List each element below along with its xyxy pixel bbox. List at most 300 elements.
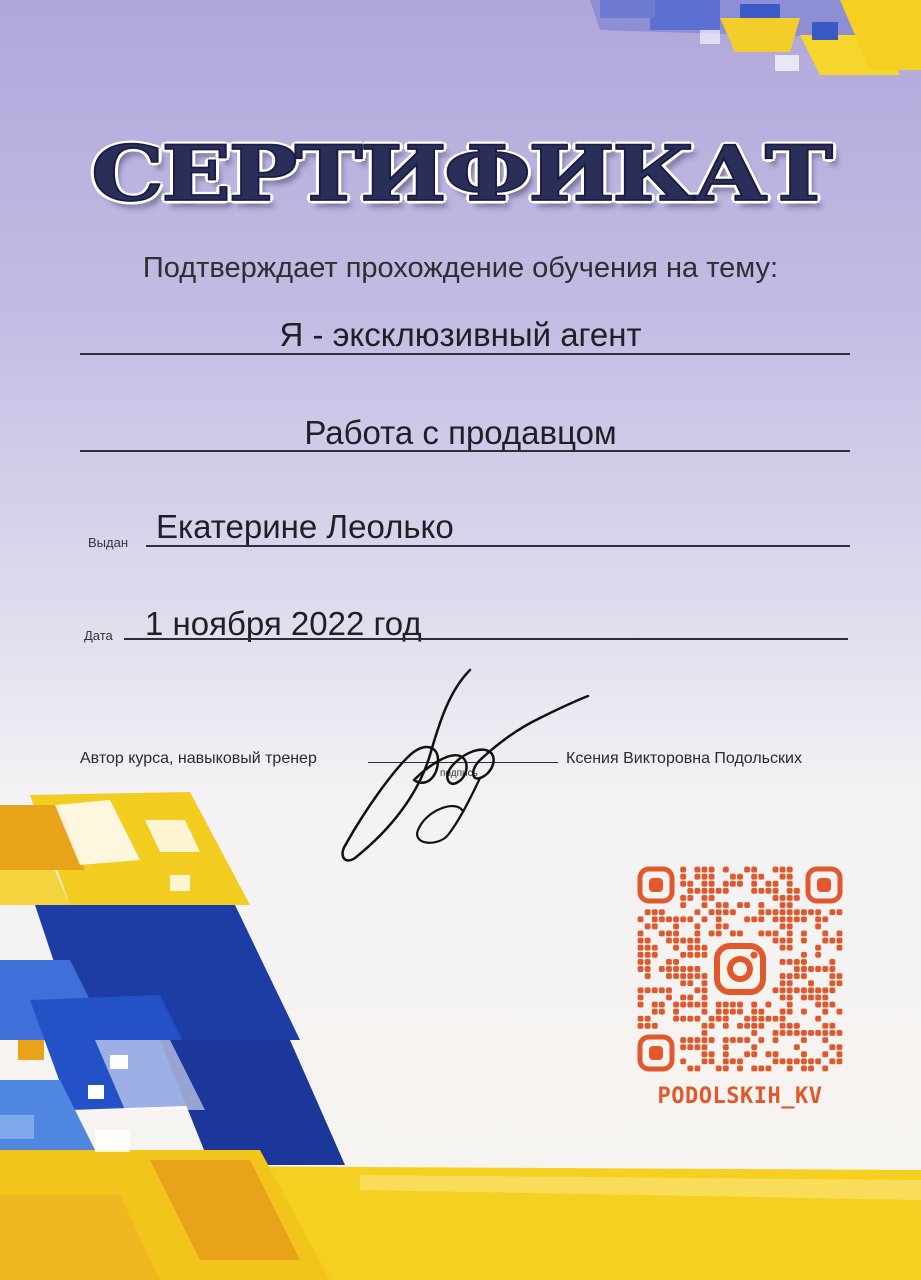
qr-module <box>730 1002 736 1008</box>
qr-module <box>787 1023 793 1029</box>
qr-module <box>773 1058 779 1064</box>
qr-module <box>829 1030 835 1036</box>
qr-module <box>801 1030 807 1036</box>
qr-module <box>837 1030 843 1036</box>
qr-module <box>758 909 764 915</box>
qr-module <box>801 973 807 979</box>
qr-module <box>673 959 679 965</box>
qr-module <box>730 1037 736 1043</box>
qr-module <box>758 1023 764 1029</box>
qr-module <box>829 909 835 915</box>
qr-module <box>730 1058 736 1064</box>
qr-module <box>765 1066 771 1072</box>
qr-module <box>730 931 736 937</box>
qr-module <box>808 966 814 972</box>
confirmation-text: Подтверждает прохождение обучения на тему: <box>142 252 779 284</box>
qr-module <box>822 1030 828 1036</box>
qr-module <box>680 1016 686 1022</box>
qr-module <box>822 938 828 944</box>
qr-module <box>758 916 764 922</box>
qr-module <box>702 874 708 880</box>
issued-to-rule <box>146 545 850 547</box>
qr-module <box>787 895 793 901</box>
qr-module <box>794 1044 800 1050</box>
qr-module <box>815 952 821 958</box>
qr-module <box>751 1030 757 1036</box>
qr-module <box>837 980 843 986</box>
qr-module <box>723 867 729 873</box>
qr-module <box>709 909 715 915</box>
qr-module <box>837 938 843 944</box>
qr-module <box>694 867 700 873</box>
qr-module <box>716 909 722 915</box>
qr-module <box>702 1002 708 1008</box>
qr-module <box>737 902 743 908</box>
qr-module <box>744 902 750 908</box>
qr-module <box>687 952 693 958</box>
qr-module <box>780 945 786 951</box>
qr-module <box>709 874 715 880</box>
qr-module <box>652 952 658 958</box>
qr-module <box>801 1037 807 1043</box>
qr-module <box>773 867 779 873</box>
qr-module <box>737 1058 743 1064</box>
qr-module <box>694 987 700 993</box>
qr-module <box>723 1058 729 1064</box>
qr-module <box>687 945 693 951</box>
qr-module <box>709 1058 715 1064</box>
signature-caption: подпись <box>440 768 478 779</box>
qr-module <box>787 881 793 887</box>
qr-module <box>723 1002 729 1008</box>
qr-module <box>758 902 764 908</box>
qr-module <box>638 931 644 937</box>
qr-module <box>716 888 722 894</box>
qr-module <box>645 945 651 951</box>
qr-module <box>787 1002 793 1008</box>
qr-module <box>787 902 793 908</box>
qr-module <box>659 916 665 922</box>
qr-module <box>751 1002 757 1008</box>
qr-module <box>794 888 800 894</box>
qr-module <box>801 952 807 958</box>
qr-module <box>801 959 807 965</box>
qr-module <box>709 881 715 887</box>
qr-module <box>687 881 693 887</box>
qr-module <box>694 938 700 944</box>
qr-module <box>780 1009 786 1015</box>
qr-module <box>673 973 679 979</box>
qr-module <box>687 1002 693 1008</box>
qr-module <box>780 909 786 915</box>
instagram-qr-code[interactable] <box>637 866 843 1072</box>
qr-module <box>638 938 644 944</box>
topic-line-2-rule <box>80 450 850 452</box>
qr-module <box>709 867 715 873</box>
qr-module <box>709 888 715 894</box>
qr-module <box>723 1066 729 1072</box>
qr-module <box>801 1051 807 1057</box>
qr-module <box>702 1037 708 1043</box>
qr-module <box>730 1009 736 1015</box>
qr-module <box>737 1037 743 1043</box>
qr-module <box>702 987 708 993</box>
qr-module <box>666 994 672 1000</box>
qr-module <box>680 1044 686 1050</box>
qr-module <box>773 987 779 993</box>
qr-module <box>687 938 693 944</box>
qr-module <box>758 1037 764 1043</box>
qr-module <box>638 994 644 1000</box>
qr-module <box>815 1002 821 1008</box>
qr-module <box>666 959 672 965</box>
qr-module <box>680 1058 686 1064</box>
qr-module <box>780 987 786 993</box>
qr-module <box>765 1051 771 1057</box>
qr-module <box>680 916 686 922</box>
qr-module <box>822 916 828 922</box>
qr-module <box>702 1023 708 1029</box>
qr-module <box>680 881 686 887</box>
qr-module <box>645 987 651 993</box>
qr-module <box>780 1016 786 1022</box>
qr-module <box>822 1037 828 1043</box>
qr-module <box>687 980 693 986</box>
qr-module <box>723 923 729 929</box>
qr-module <box>680 895 686 901</box>
qr-module <box>687 895 693 901</box>
qr-module <box>680 994 686 1000</box>
qr-module <box>822 1009 828 1015</box>
qr-module <box>680 973 686 979</box>
author-label: Автор курса, навыковый тренер <box>80 750 317 767</box>
qr-module <box>673 1002 679 1008</box>
qr-module <box>808 1066 814 1072</box>
qr-module <box>709 1037 715 1043</box>
qr-module <box>758 888 764 894</box>
qr-module <box>652 987 658 993</box>
qr-module <box>638 1023 644 1029</box>
qr-module <box>751 881 757 887</box>
qr-module <box>652 909 658 915</box>
qr-module <box>694 1037 700 1043</box>
qr-module <box>673 1016 679 1022</box>
qr-module <box>680 966 686 972</box>
qr-module <box>687 1044 693 1050</box>
date-value: 1 ноября 2022 год <box>145 605 422 642</box>
qr-module <box>687 1016 693 1022</box>
qr-module <box>694 874 700 880</box>
qr-module <box>638 987 644 993</box>
qr-module <box>801 994 807 1000</box>
qr-module <box>751 1016 757 1022</box>
date-rule <box>124 638 848 640</box>
qr-module <box>673 938 679 944</box>
qr-module <box>829 959 835 965</box>
qr-module <box>737 931 743 937</box>
qr-module <box>744 1051 750 1057</box>
qr-module <box>702 902 708 908</box>
qr-module <box>673 966 679 972</box>
qr-module <box>645 923 651 929</box>
qr-module <box>709 931 715 937</box>
qr-module <box>737 1066 743 1072</box>
qr-module <box>780 902 786 908</box>
qr-module <box>765 1016 771 1022</box>
qr-module <box>687 994 693 1000</box>
qr-module <box>638 1016 644 1022</box>
qr-module <box>822 987 828 993</box>
qr-module <box>787 973 793 979</box>
qr-module <box>652 945 658 951</box>
qr-module <box>694 923 700 929</box>
qr-module <box>694 909 700 915</box>
qr-finder-top-right <box>808 869 840 901</box>
qr-module <box>716 1009 722 1015</box>
qr-module <box>787 909 793 915</box>
qr-module <box>702 1009 708 1015</box>
qr-module <box>780 980 786 986</box>
qr-module <box>787 923 793 929</box>
qr-module <box>780 916 786 922</box>
qr-module <box>645 938 651 944</box>
qr-module <box>815 994 821 1000</box>
qr-module <box>815 945 821 951</box>
qr-module <box>723 909 729 915</box>
handwritten-signature <box>330 660 600 870</box>
qr-module <box>652 916 658 922</box>
qr-module <box>808 994 814 1000</box>
qr-module <box>773 938 779 944</box>
qr-module <box>794 987 800 993</box>
qr-module <box>751 874 757 880</box>
qr-module <box>751 1023 757 1029</box>
qr-module <box>758 874 764 880</box>
qr-module <box>680 980 686 986</box>
qr-module <box>751 916 757 922</box>
qr-module <box>829 987 835 993</box>
qr-module <box>801 987 807 993</box>
qr-module <box>837 931 843 937</box>
qr-module <box>773 888 779 894</box>
qr-module <box>694 945 700 951</box>
qr-module <box>687 888 693 894</box>
qr-module <box>687 973 693 979</box>
qr-module <box>765 931 771 937</box>
qr-module <box>716 902 722 908</box>
qr-module <box>801 966 807 972</box>
qr-module <box>837 1044 843 1050</box>
certificate-title: СЕРТИФИКАТ <box>90 129 831 219</box>
qr-module <box>794 909 800 915</box>
qr-module <box>702 916 708 922</box>
qr-module <box>794 1058 800 1064</box>
qr-module <box>680 874 686 880</box>
qr-module <box>780 973 786 979</box>
qr-module <box>645 1016 651 1022</box>
qr-module <box>659 1009 665 1015</box>
qr-module <box>773 931 779 937</box>
qr-module <box>723 881 729 887</box>
qr-module <box>659 1002 665 1008</box>
qr-module <box>780 874 786 880</box>
qr-module <box>716 1002 722 1008</box>
qr-module <box>702 867 708 873</box>
qr-module <box>787 938 793 944</box>
qr-module <box>787 1058 793 1064</box>
qr-module <box>702 888 708 894</box>
qr-module <box>709 1023 715 1029</box>
qr-module <box>794 1023 800 1029</box>
qr-module <box>815 966 821 972</box>
qr-module <box>787 1066 793 1072</box>
qr-module <box>751 867 757 873</box>
qr-module <box>744 867 750 873</box>
qr-module <box>702 994 708 1000</box>
qr-module <box>702 945 708 951</box>
qr-module <box>751 1044 757 1050</box>
qr-module <box>638 1002 644 1008</box>
qr-module <box>837 1009 843 1015</box>
qr-module <box>723 1051 729 1057</box>
instagram-handle[interactable]: PODOLSKIH_KV <box>657 1084 823 1109</box>
qr-module <box>780 867 786 873</box>
qr-module <box>666 966 672 972</box>
instagram-icon <box>713 942 767 996</box>
qr-module <box>673 923 679 929</box>
qr-module <box>723 1037 729 1043</box>
qr-module <box>837 1058 843 1064</box>
qr-module <box>780 994 786 1000</box>
qr-module <box>680 1002 686 1008</box>
qr-module <box>645 959 651 965</box>
qr-module <box>801 1009 807 1015</box>
qr-module <box>829 1058 835 1064</box>
qr-module <box>787 931 793 937</box>
qr-module <box>794 959 800 965</box>
qr-module <box>787 1009 793 1015</box>
qr-module <box>638 966 644 972</box>
qr-module <box>694 966 700 972</box>
qr-module <box>801 931 807 937</box>
qr-module <box>822 1066 828 1072</box>
qr-module <box>666 931 672 937</box>
qr-module <box>702 973 708 979</box>
qr-module <box>737 1009 743 1015</box>
qr-module <box>837 945 843 951</box>
qr-module <box>702 952 708 958</box>
qr-module <box>730 909 736 915</box>
qr-module <box>794 916 800 922</box>
qr-module <box>737 1023 743 1029</box>
qr-module <box>666 938 672 944</box>
qr-module <box>822 1023 828 1029</box>
qr-module <box>787 1030 793 1036</box>
qr-module <box>744 1016 750 1022</box>
qr-module <box>694 952 700 958</box>
qr-module <box>638 945 644 951</box>
qr-module <box>666 987 672 993</box>
qr-module <box>829 1044 835 1050</box>
qr-module <box>787 874 793 880</box>
qr-module <box>751 1009 757 1015</box>
qr-module <box>652 1023 658 1029</box>
qr-module <box>822 966 828 972</box>
qr-module <box>801 909 807 915</box>
qr-module <box>765 909 771 915</box>
qr-module <box>751 1066 757 1072</box>
qr-module <box>780 938 786 944</box>
qr-module <box>815 909 821 915</box>
qr-module <box>702 1030 708 1036</box>
qr-module <box>787 959 793 965</box>
qr-module <box>659 987 665 993</box>
qr-module <box>829 973 835 979</box>
qr-module <box>702 1044 708 1050</box>
qr-module <box>829 966 835 972</box>
qr-module <box>638 952 644 958</box>
qr-module <box>638 959 644 965</box>
qr-module <box>765 881 771 887</box>
qr-module <box>730 881 736 887</box>
qr-module <box>829 980 835 986</box>
qr-module <box>709 1051 715 1057</box>
qr-module <box>723 888 729 894</box>
qr-module <box>815 1058 821 1064</box>
qr-module <box>666 973 672 979</box>
qr-module <box>723 1016 729 1022</box>
qr-module <box>822 994 828 1000</box>
author-name: Ксения Викторовна Подольских <box>566 750 802 767</box>
qr-module <box>694 888 700 894</box>
qr-module <box>673 1009 679 1015</box>
qr-module <box>822 931 828 937</box>
qr-module <box>694 1016 700 1022</box>
qr-module <box>652 1002 658 1008</box>
topic-line-2: Работа с продавцом <box>304 414 617 451</box>
qr-module <box>709 1016 715 1022</box>
qr-module <box>737 874 743 880</box>
qr-module <box>808 987 814 993</box>
qr-module <box>773 1016 779 1022</box>
qr-module <box>694 1066 700 1072</box>
qr-module <box>822 1051 828 1057</box>
qr-module <box>687 966 693 972</box>
qr-module <box>780 1058 786 1064</box>
qr-module <box>773 895 779 901</box>
qr-module <box>652 923 658 929</box>
qr-module <box>694 1002 700 1008</box>
topic-line-1: Я - эксклюзивный агент <box>279 316 642 353</box>
qr-module <box>773 1030 779 1036</box>
qr-module <box>723 1009 729 1015</box>
qr-module <box>787 888 793 894</box>
qr-module <box>702 1051 708 1057</box>
qr-module <box>822 1002 828 1008</box>
qr-module <box>758 1009 764 1015</box>
qr-module <box>780 895 786 901</box>
qr-module <box>716 916 722 922</box>
qr-module <box>723 1044 729 1050</box>
qr-module <box>794 966 800 972</box>
qr-module <box>773 909 779 915</box>
qr-module <box>723 1023 729 1029</box>
qr-module <box>716 1066 722 1072</box>
qr-module <box>773 1051 779 1057</box>
qr-module <box>773 1037 779 1043</box>
qr-module <box>758 931 764 937</box>
qr-module <box>794 973 800 979</box>
